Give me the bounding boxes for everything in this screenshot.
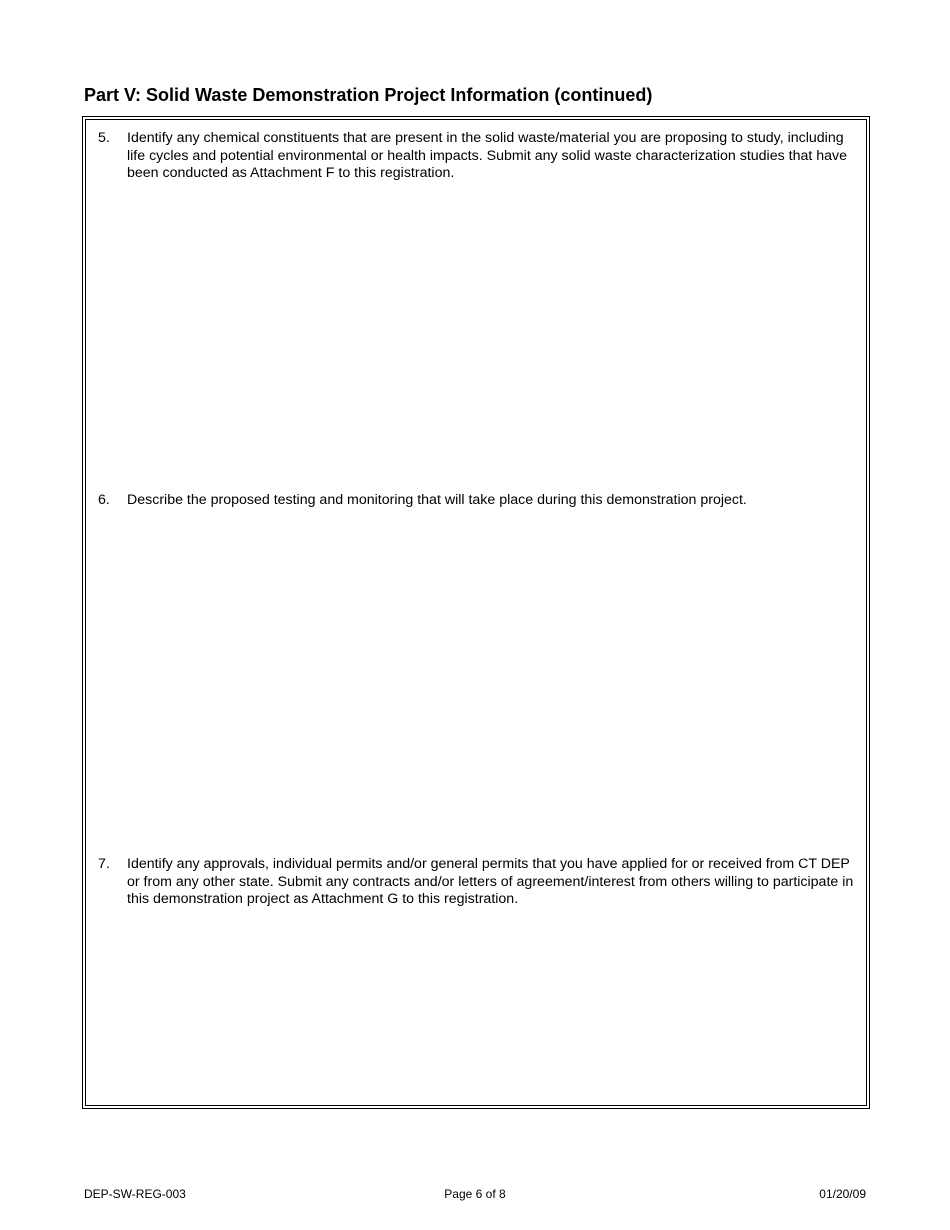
question-5 [98,130,856,183]
question-6 [98,492,856,510]
question-text: Describe the proposed testing and monitoring that will take place during this demonstration project. [127,492,747,508]
question-number: 6. [98,492,110,508]
question-number: 5. [98,130,110,146]
footer-date: 01/20/09 [819,1187,866,1201]
question-7 [98,856,856,909]
question-text: Identify any approvals, individual permits and/or general permits that you have applied for or received from CT DEP or from any other state. Submit any contracts and/or letters of agreement/interest from others willing to participate in this demonstration project as Attachment G to this registration. [127,856,854,907]
form-box [82,116,870,1109]
footer-form-id: DEP-SW-REG-003 [84,1187,186,1201]
question-number: 7. [98,856,110,872]
question-text: Identify any chemical constituents that are present in the solid waste/material you are proposing to study, including life cycles and potential environmental or health impacts. Submit any solid waste characterization studies that have been conducted as Attachment F to this registration. [127,130,848,181]
section-title: Part V: Solid Waste Demonstration Project Information (continued) [84,85,653,105]
footer-page-number: Page 6 of 8 [444,1187,506,1201]
